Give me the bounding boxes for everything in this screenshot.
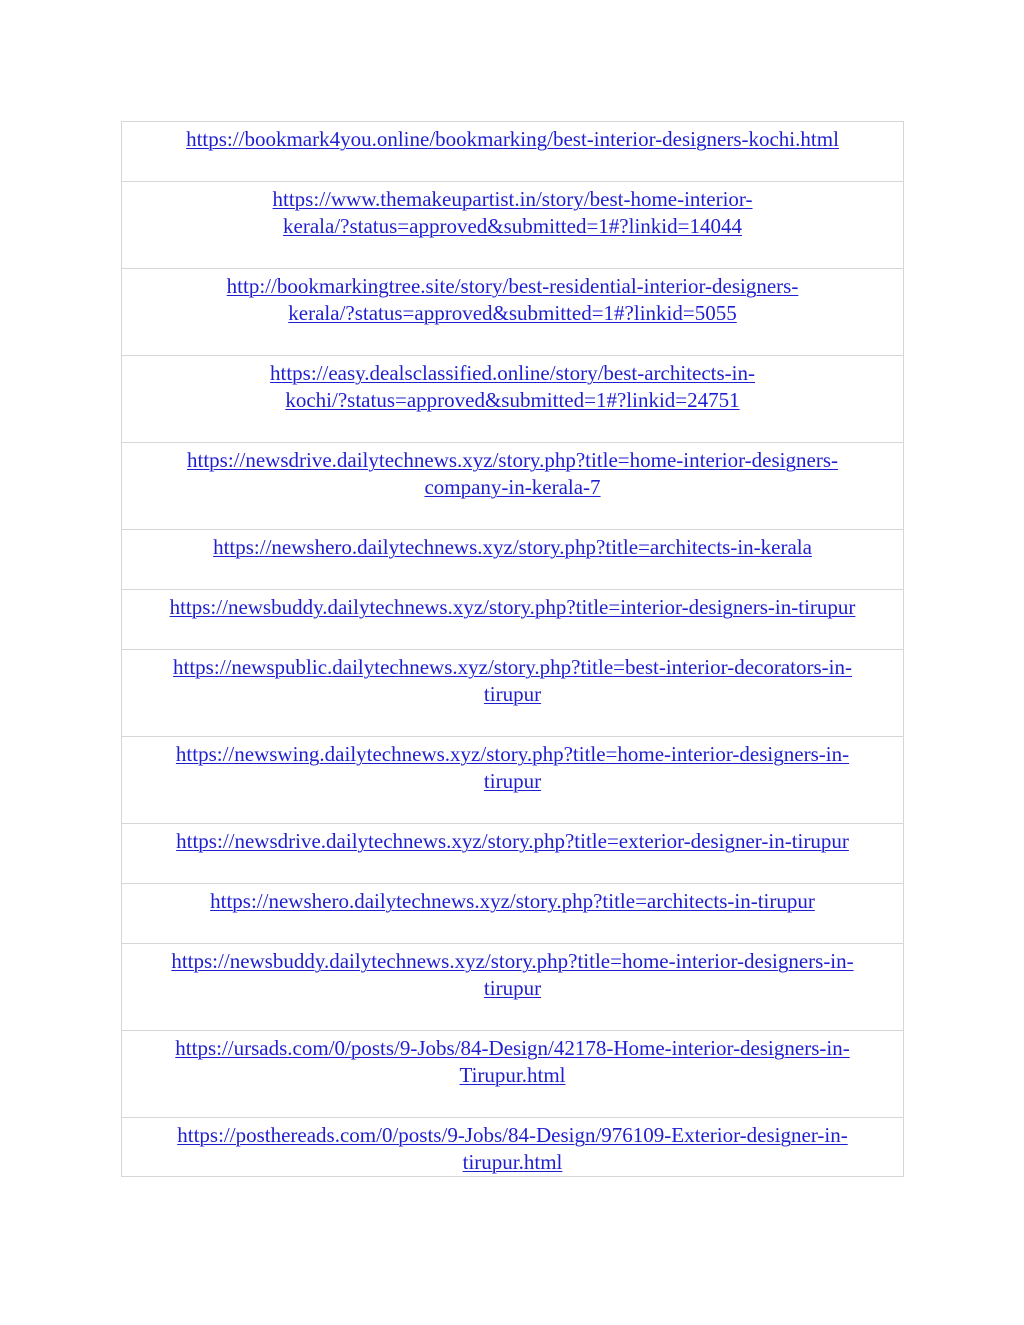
table-cell xyxy=(122,1031,904,1118)
url-link[interactable]: tirupur.html xyxy=(462,1150,563,1174)
url-link[interactable]: company-in-kerala-7 xyxy=(424,475,601,499)
table-cell xyxy=(122,590,904,650)
url-link[interactable]: https://newsdrive.dailytechnews.xyz/story.php?title=exterior-designer-in-tirupur xyxy=(176,829,849,853)
url-link[interactable]: https://newspublic.dailytechnews.xyz/story.php?title=best-interior-decorators-in- xyxy=(173,655,852,679)
table-row xyxy=(122,824,904,884)
url-link[interactable]: https://newshero.dailytechnews.xyz/story.php?title=architects-in-tirupur xyxy=(210,889,815,913)
url-link[interactable]: https://newswing.dailytechnews.xyz/story.php?title=home-interior-designers-in- xyxy=(175,742,850,766)
url-link[interactable]: kerala/?status=approved&submitted=1#?linkid=14044 xyxy=(283,214,742,238)
url-link[interactable]: kerala/?status=approved&submitted=1#?linkid=5055 xyxy=(288,301,737,325)
links-table xyxy=(121,121,904,1177)
table-cell xyxy=(122,269,904,356)
table-row xyxy=(122,269,904,356)
table-cell xyxy=(122,944,904,1031)
url-link[interactable]: http://bookmarkingtree.site/story/best-residential-interior-designers- xyxy=(226,274,799,298)
url-link[interactable]: tirupur xyxy=(483,769,542,793)
url-link[interactable]: https://bookmark4you.online/bookmarking/best-interior-designers-kochi.html xyxy=(186,127,839,151)
table-cell xyxy=(122,737,904,824)
links-table-body xyxy=(122,122,904,1177)
url-link[interactable]: https://ursads.com/0/posts/9-Jobs/84-Design/42178-Home-interior-designers-in- xyxy=(175,1036,850,1060)
table-row xyxy=(122,590,904,650)
table-cell xyxy=(122,650,904,737)
table-cell xyxy=(122,824,904,884)
url-link[interactable]: https://easy.dealsclassified.online/story/best-architects-in- xyxy=(270,361,755,385)
table-row xyxy=(122,944,904,1031)
table-cell xyxy=(122,530,904,590)
table-row xyxy=(122,737,904,824)
table-row xyxy=(122,650,904,737)
table-row xyxy=(122,1118,904,1177)
url-link[interactable]: https://newshero.dailytechnews.xyz/story.php?title=architects-in-kerala xyxy=(213,535,812,559)
table-row xyxy=(122,356,904,443)
table-cell xyxy=(122,122,904,182)
table-row xyxy=(122,443,904,530)
url-link[interactable]: kochi/?status=approved&submitted=1#?linkid=24751 xyxy=(285,388,740,412)
url-link[interactable]: https://newsbuddy.dailytechnews.xyz/story.php?title=interior-designers-in-tirupur xyxy=(169,595,856,619)
url-link[interactable]: https://posthereads.com/0/posts/9-Jobs/84-Design/976109-Exterior-designer-in- xyxy=(177,1123,848,1147)
table-cell xyxy=(122,356,904,443)
table-cell xyxy=(122,1118,904,1177)
table-row xyxy=(122,1031,904,1118)
url-link[interactable]: Tirupur.html xyxy=(459,1063,566,1087)
url-link[interactable]: https://www.themakeupartist.in/story/best-home-interior- xyxy=(272,187,753,211)
url-link[interactable]: https://newsbuddy.dailytechnews.xyz/story.php?title=home-interior-designers-in- xyxy=(171,949,854,973)
table-row xyxy=(122,530,904,590)
table-row xyxy=(122,182,904,269)
table-cell xyxy=(122,884,904,944)
url-link[interactable]: https://newsdrive.dailytechnews.xyz/story.php?title=home-interior-designers- xyxy=(187,448,838,472)
table-row xyxy=(122,122,904,182)
table-cell xyxy=(122,443,904,530)
table-cell xyxy=(122,182,904,269)
url-link[interactable]: tirupur xyxy=(483,976,542,1000)
url-link[interactable]: tirupur xyxy=(483,682,542,706)
table-row xyxy=(122,884,904,944)
